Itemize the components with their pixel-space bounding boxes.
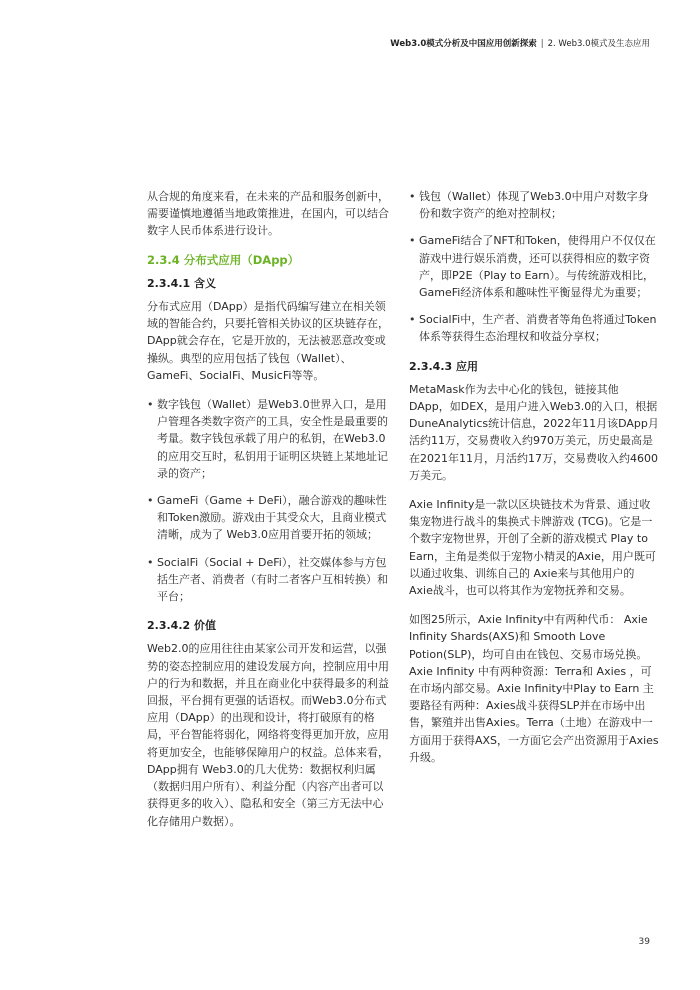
subsection-heading-value: 2.3.4.2 价值 — [147, 619, 216, 633]
running-header — [390, 37, 650, 49]
header-separator: | — [540, 39, 544, 49]
axie-tokens-paragraph: 如图25所示，Axie Infinity中有两种代币： Axie Infinity Shards(AXS)和 Smooth Love Potion(SLP)，均可自由在钱包、交易市场兑换。Axie Infinity 中有两种资源：Terra和 Axies ，可在市场内部交易。Axie Infinity中Play to Earn 主要路径有两种：Axies战斗获得SLP并在市场中出售，繁殖并出售Axies。Terra（土地）在游戏中一方面用于获得AXS，一方面它会产出资源用于Axies升级。 — [409, 613, 659, 764]
left-column — [147, 188, 393, 842]
page-number: 39 — [638, 937, 650, 947]
value-paragraph: Web2.0的应用往往由某家公司开发和运营，以强势的姿态控制应用的建设发展方向，控制应用中用户的行为和数据，并且在商业化中获得最多的利益回报，平台拥有更强的话语权。而Web3.0分布式应用（DApp）的出现和设计，将打破原有的格局，平台智能将弱化，网络将变得更加开放，应用将更加安全，也能够保障用户的权益。总体来看，DApp拥有 Web3.0的几大优势：数据权利归属（数据归用户所有）、利益分配（内容产出者可以获得更多的收入）、隐私和安全（第三方无法中心化存储用户数据）。 — [147, 642, 389, 828]
dapp-type-list — [147, 396, 393, 605]
dapp-value-list — [409, 188, 659, 346]
meaning-paragraph: 分布式应用（DApp）是指代码编写建立在相关领域的智能合约，只要托管相关协议的区块链存在，DApp就会存在，它是开放的，无法被恶意改变或操纵。典型的应用包括了钱包（Wallet）、GameFi、SocialFi、MusicFi等等。 — [147, 300, 389, 382]
list-item: • GameFi结合了NFT和Token，使得用户不仅仅在游戏中进行娱乐消费，还可以获得相应的数字资产，即P2E（Play to Earn）。与传统游戏相比，GameFi经济体系和趣味性平衡显得尤为重要； — [409, 232, 659, 301]
right-column — [409, 188, 659, 778]
list-item: • 钱包（Wallet）体现了Web3.0中用户对数字身份和数字资产的绝对控制权； — [409, 188, 659, 222]
axie-paragraph: Axie Infinity是一款以区块链技术为背景、通过收集宠物进行战斗的集换式卡牌游戏 (TCG)。它是一个数字宠物世界，开创了全新的游戏模式 Play to Earn，主角是类似于宠物小精灵的Axie，用户既可以通过收集、训练自己的 Axie来与其他用户的 Axie战斗，也可以将其作为宠物抚养和交易。 — [409, 498, 656, 598]
intro-paragraph: 从合规的角度来看，在未来的产品和服务创新中，需要谨慎地遵循当地政策推进，在国内，可以结合数字人民币体系进行设计。 — [147, 190, 389, 238]
list-item: • 数字钱包（Wallet）是Web3.0世界入口，是用户管理各类数字资产的工具，安全性是最重要的考量。数字钱包承载了用户的私钥，在Web3.0的应用交互时，私钥用于证明区块链上某地址记录的资产； — [147, 396, 393, 482]
subsection-heading-meaning: 2.3.4.1 含义 — [147, 276, 216, 290]
list-item: • SocialFi（Social + DeFi），社交媒体参与方包括生产者、消费者（有时二者客户互相转换）和平台； — [147, 554, 393, 606]
list-item: • GameFi（Game + DeFi），融合游戏的趣味性和Token激励。游戏由于其受众大，且商业模式清晰，成为了 Web3.0应用首要开拓的领域； — [147, 492, 393, 544]
subsection-heading-application: 2.3.4.3 应用 — [409, 359, 478, 373]
section-title: 2. Web3.0模式及生态应用 — [547, 39, 650, 49]
report-title: Web3.0模式分析及中国应用创新探索 — [390, 39, 537, 49]
metamask-paragraph: MetaMask作为去中心化的钱包，链接其他DApp，如DEX，是用户进入Web3.0的入口，根据DuneAnalytics统计信息，2022年11月该DApp月活约11万，交易费收入约970万美元，历史最高是在2021年11月，月活约17万，交易费收入约4600万美元。 — [409, 382, 659, 482]
list-item: • SocialFi中，生产者、消费者等角色将通过Token体系等获得生态治理权和收益分享权； — [409, 311, 659, 345]
section-heading: 2.3.4 分布式应用（DApp） — [147, 252, 300, 267]
